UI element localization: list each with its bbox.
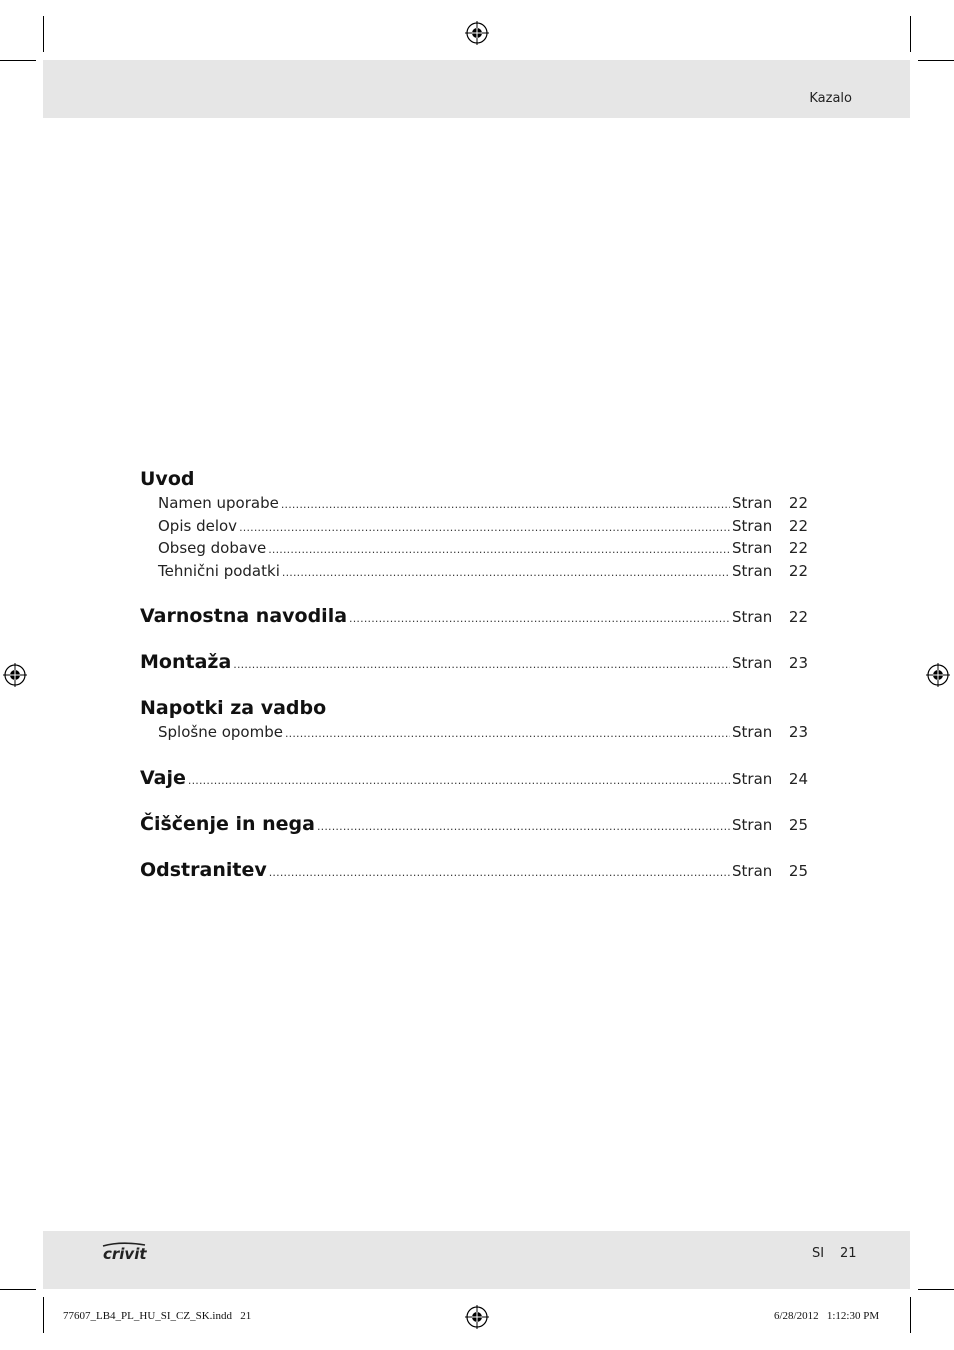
page-word: Stran xyxy=(732,861,773,880)
dot-leader xyxy=(233,652,730,678)
page-number: 23 xyxy=(788,723,808,742)
print-slug-filename: 77607_LB4_PL_HU_SI_CZ_SK.indd 21 xyxy=(63,1310,252,1322)
toc-section-varnostna-navodila[interactable] xyxy=(140,603,808,629)
page-word: Stran xyxy=(732,608,773,627)
page-word: Stran xyxy=(732,769,773,788)
page-word: Stran xyxy=(732,561,773,580)
toc-heading: Čiščenje in nega xyxy=(140,812,315,835)
crop-mark xyxy=(0,60,36,61)
dot-leader xyxy=(285,723,730,746)
toc-section-odstranitev[interactable] xyxy=(140,857,808,883)
registration-mark-icon xyxy=(465,21,489,45)
crop-mark xyxy=(43,16,44,52)
language-code: SI xyxy=(812,1246,825,1261)
print-slug-timestamp: 6/28/2012 1:12:30 PM xyxy=(774,1310,880,1322)
toc-section-vaje[interactable] xyxy=(140,765,808,791)
registration-mark-icon xyxy=(465,1305,489,1329)
toc-heading: Montaža xyxy=(140,651,232,674)
registration-mark-icon xyxy=(926,663,950,687)
crop-mark xyxy=(0,1289,36,1290)
dot-leader xyxy=(239,517,730,540)
toc-entry[interactable] xyxy=(140,537,808,560)
page-number: 22 xyxy=(788,608,808,627)
toc-entry-label: Namen uporabe xyxy=(158,494,279,512)
crop-mark xyxy=(918,1289,954,1290)
page-word: Stran xyxy=(732,494,773,512)
page-word: Stran xyxy=(732,516,773,535)
toc-section-ciscenje[interactable] xyxy=(140,811,808,837)
page-number: 23 xyxy=(788,654,808,673)
toc-heading: Odstranitev xyxy=(140,858,267,881)
page-number: 22 xyxy=(788,494,808,512)
page-number: 24 xyxy=(788,769,808,788)
dot-leader xyxy=(188,768,730,794)
toc-heading: Varnostna navodila xyxy=(140,605,348,628)
page-header xyxy=(43,60,910,118)
dot-leader xyxy=(349,606,730,632)
page-number: 22 xyxy=(788,516,808,535)
page-footer xyxy=(43,1231,910,1289)
toc-entry-label: Obseg dobave xyxy=(158,539,267,558)
page-number: 22 xyxy=(788,539,808,558)
toc-heading: Uvod xyxy=(140,468,195,490)
page-number: 22 xyxy=(788,561,808,580)
dot-leader xyxy=(317,814,730,840)
dot-leader xyxy=(282,562,730,585)
toc-entry-label: Tehnični podatki xyxy=(158,561,280,580)
dot-leader xyxy=(268,539,730,562)
dot-leader xyxy=(269,860,730,886)
page-word: Stran xyxy=(732,654,773,673)
crop-mark xyxy=(43,1297,44,1333)
section-label: Kazalo xyxy=(809,91,852,106)
toc-entry[interactable] xyxy=(140,560,808,583)
toc-entry[interactable] xyxy=(140,492,808,515)
toc-entry-label: Splošne opombe xyxy=(158,723,283,742)
svg-text:crivit: crivit xyxy=(103,1245,147,1263)
crop-mark xyxy=(910,16,911,52)
crivit-logo xyxy=(101,1240,153,1266)
page-number: 21 xyxy=(840,1246,857,1261)
toc-entry-label: Opis delov xyxy=(158,516,238,535)
toc-entry[interactable] xyxy=(140,721,808,744)
dot-leader xyxy=(281,494,730,517)
page-word: Stran xyxy=(732,723,773,742)
toc-heading: Napotki za vadbo xyxy=(140,697,327,720)
toc-section-uvod xyxy=(140,466,808,582)
table-of-contents xyxy=(140,466,808,883)
page-number: 25 xyxy=(788,815,808,834)
page-word: Stran xyxy=(732,815,773,834)
crop-mark xyxy=(918,60,954,61)
crop-mark xyxy=(910,1297,911,1333)
registration-mark-icon xyxy=(3,663,27,687)
page-number: 25 xyxy=(788,861,808,880)
page-word: Stran xyxy=(732,539,773,558)
toc-heading: Vaje xyxy=(140,766,186,789)
toc-section-montaza[interactable] xyxy=(140,649,808,675)
toc-entry[interactable] xyxy=(140,515,808,538)
toc-section-napotki xyxy=(140,695,808,744)
